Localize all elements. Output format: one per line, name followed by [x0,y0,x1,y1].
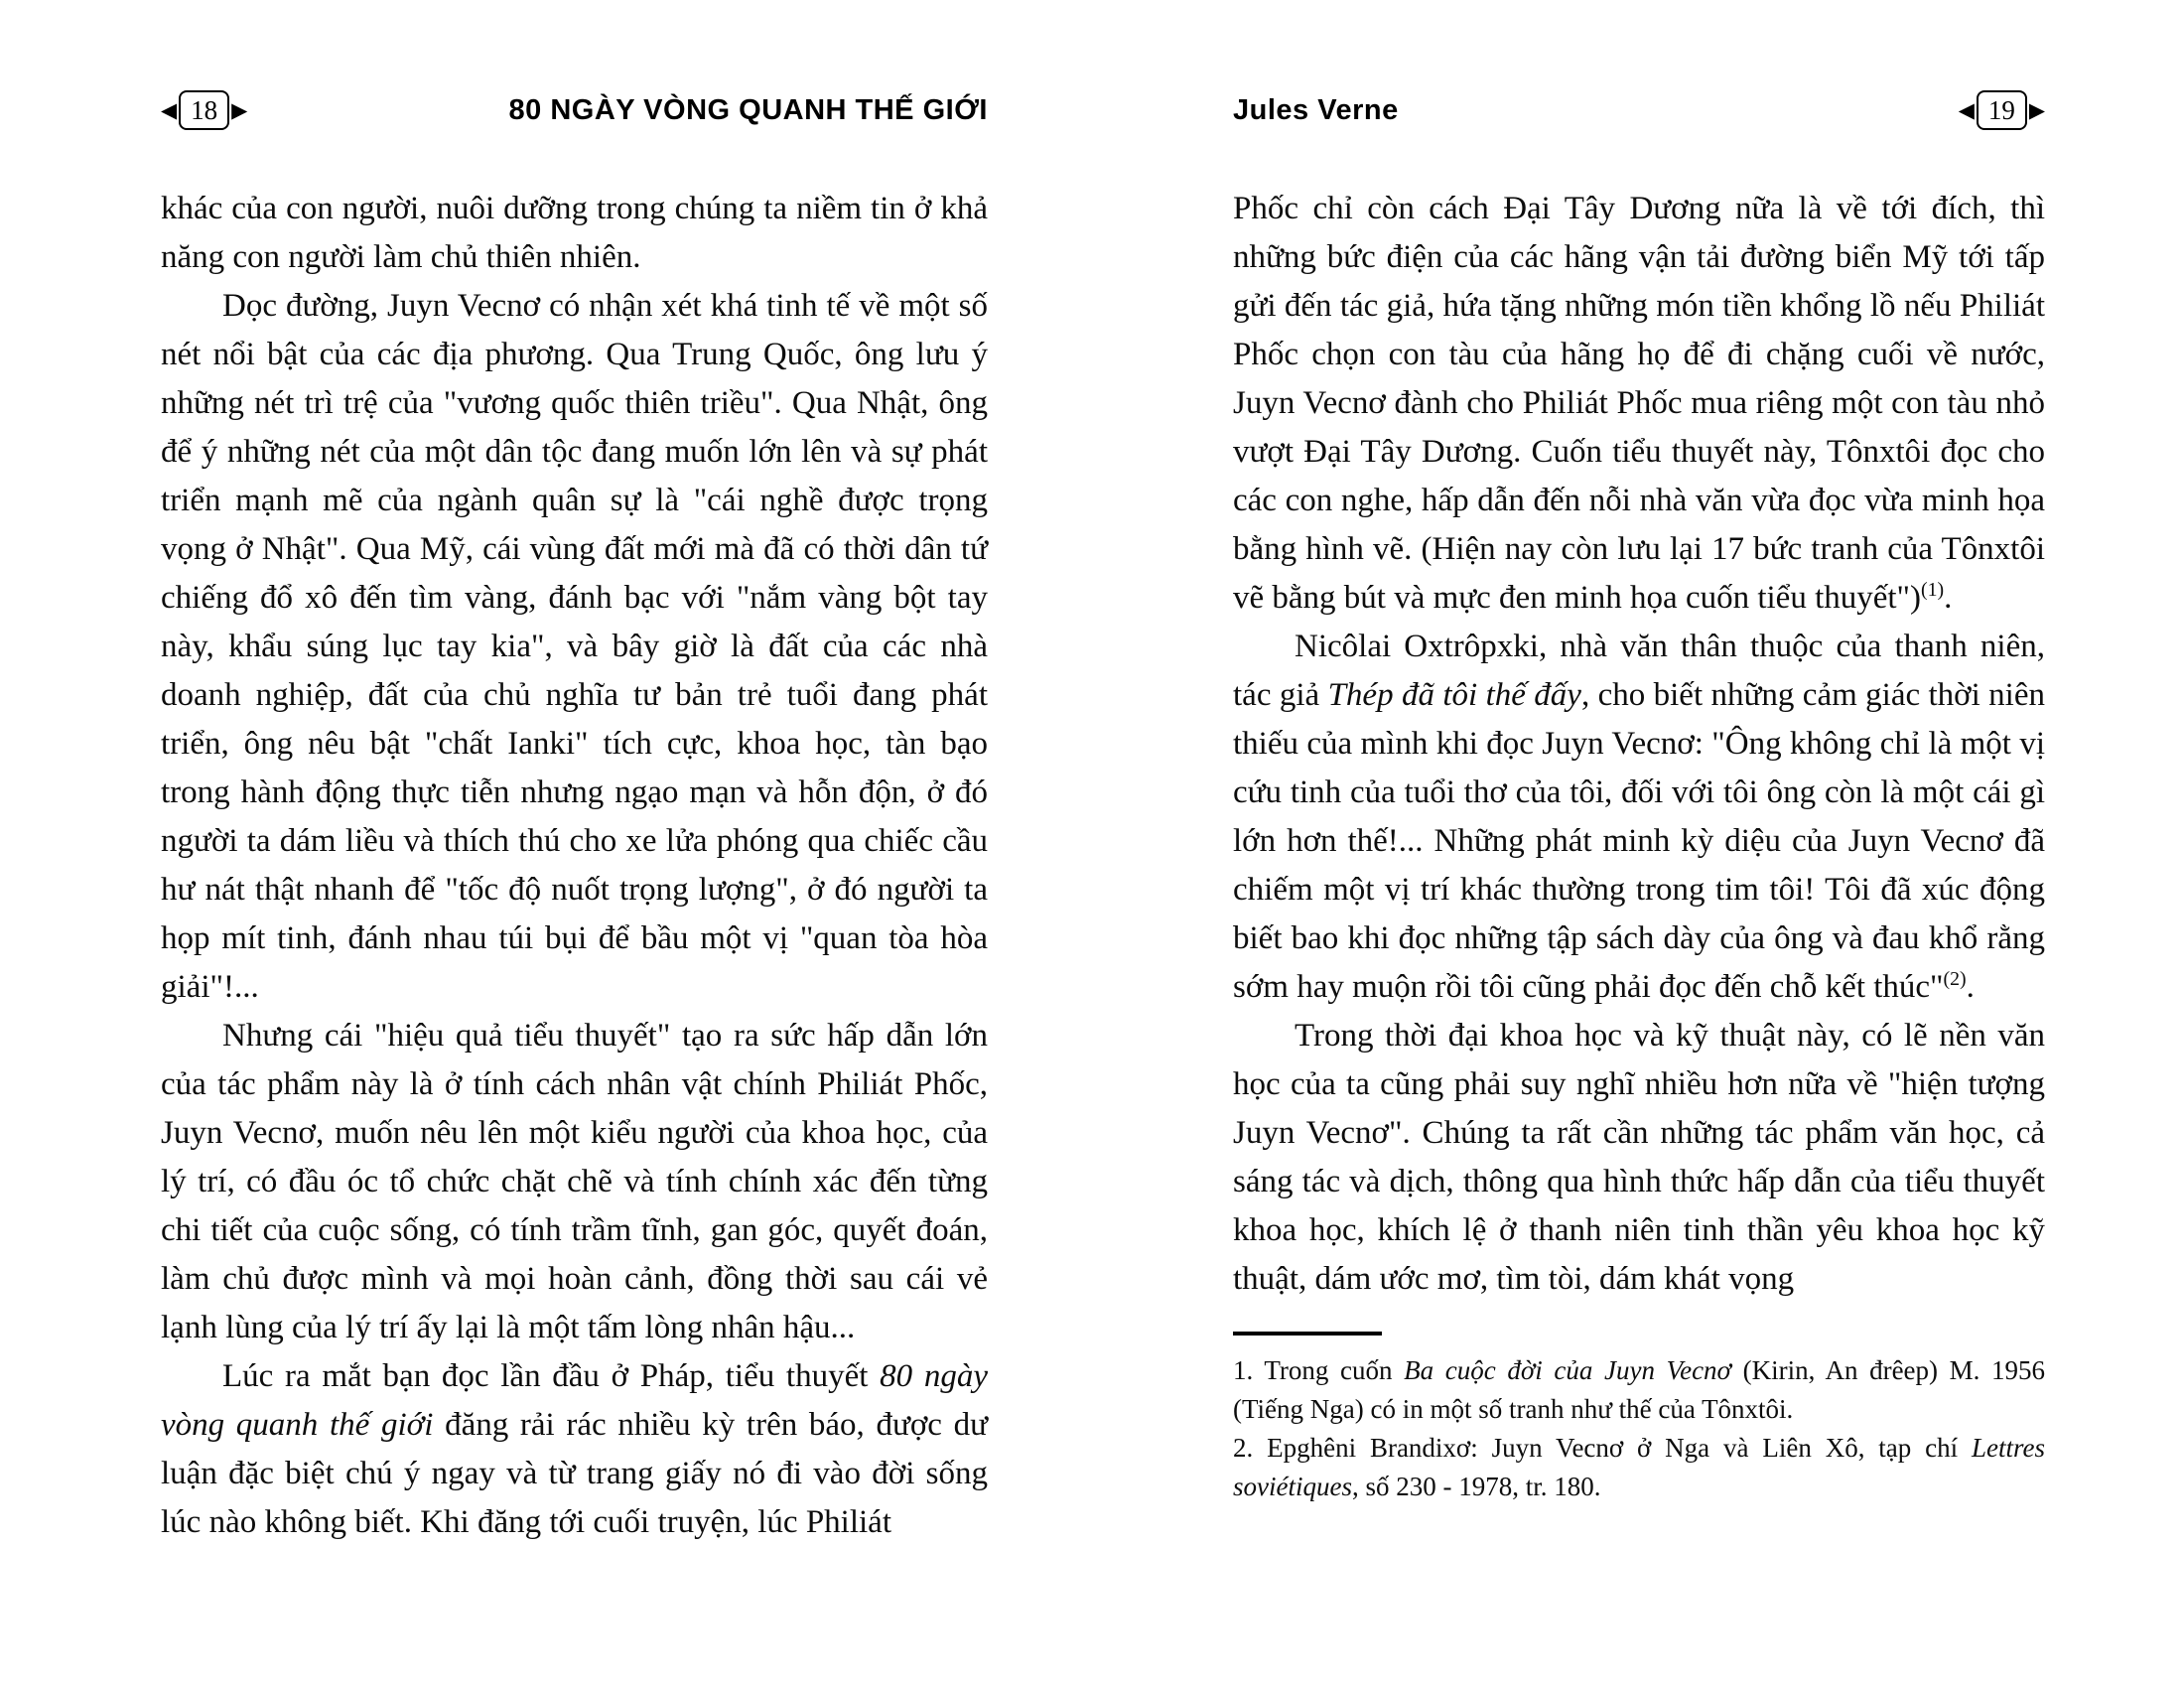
text-run: khác của con người, nuôi dưỡng trong chúng ta niềm tin ở khả năng con người làm chủ thiên nhiên. [161,191,988,275]
text-run: Trong thời đại khoa học và kỹ thuật này, có lẽ nền văn học của ta cũng phải suy nghĩ nhiều hơn nữa về "hiện tượng Juyn Vecnơ". Chúng ta rất cần những tác phẩm văn học, cả sáng tác và dịch, thông qua hình thức hấp dẫn của tiểu thuyết khoa học, khích lệ ở thanh niên tinh thần yêu khoa học kỹ thuật, dám ước mơ, tìm tòi, dám khát vọng [1233,1018,2045,1297]
journal-title-inline: Lettres soviétiques [1233,1433,2045,1501]
paragraph [1233,1012,2045,1304]
footnote-ref-2: (2) [1943,968,1967,990]
book-title-header: 80 NGÀY VÒNG QUANH THẾ GIỚI [508,93,988,126]
page-header-right [1233,87,2045,133]
footnote-1 [1233,1351,2045,1429]
text-run: Lúc ra mắt bạn đọc lần đầu ở Pháp, tiểu thuyết [222,1358,881,1394]
page-marker-right [1959,90,2045,130]
text-run: Dọc đường, Juyn Vecnơ có nhận xét khá tinh tế về một số nét nổi bật của các địa phương. Qua Trung Quốc, ông lưu ý những nét trì trệ của "vương quốc thiên triều". Qua Nhật, ông để ý những nét của một dân tộc đang muốn lớn lên và sự phát triển mạnh mẽ của ngành quân sự là "cái nghề được trọng vọng ở Nhật". Qua Mỹ, cái vùng đất mới mà đã có thời dân tứ chiếng đổ xô đến tìm vàng, đánh bạc với "nắm vàng bột tay này, khẩu súng lục tay kia", và bây giờ là đất của các nhà doanh nghiệp, đất của chủ nghĩa tư bản trẻ tuổi đang phát triển, ông nêu bật "chất Ianki" tích cực, khoa học, tàn bạo trong hành động thực tiễn nhưng ngạo mạn và hỗn độn, ở đó người ta dám liều và thích thú cho xe lửa phóng qua chiếc cầu hư nát thật nhanh để "tốc độ nuốt trọng lượng", ở đó người ta họp mít tinh, đánh nhau túi bụi để bầu một vị "quan tòa hòa giải"!... [161,288,988,1005]
author-header: Jules Verne [1233,93,1399,126]
page-number-left: 18 [179,90,229,130]
paragraph [1233,623,2045,1012]
paragraph [161,282,988,1012]
page-marker-left [161,90,247,130]
footnote-separator [1233,1332,1382,1336]
text-run: , số 230 - 1978, tr. 180. [1351,1472,1601,1501]
text-run: Nhưng cái "hiệu quả tiểu thuyết" tạo ra sức hấp dẫn lớn của tác phẩm này là ở tính cách nhân vật chính Philiát Phốc, Juyn Vecnơ, muốn nêu lên một kiểu người của khoa học, của lý trí, có đầu óc tổ chức chặt chẽ và tính chính xác đến từng chi tiết của cuộc sống, có tính trầm tĩnh, gan góc, quyết đoán, làm chủ được mình và mọi hoàn cảnh, đồng thời sau cái vẻ lạnh lùng của lý trí ấy lại là một tấm lòng nhân hậu... [161,1018,988,1345]
book-title-inline: Ba cuộc đời của Juyn Vecnơ [1404,1355,1731,1385]
book-title-inline: Thép đã tôi thế đấy [1327,677,1581,713]
text-run: . [1944,580,1953,616]
paragraph [161,1012,988,1352]
arrow-left-icon: ◀ [161,97,178,122]
book-title-inline: 80 ngày vòng quanh thế giới [161,1358,988,1443]
text-run: Nicôlai Oxtrôpxki, nhà văn thân thuộc của thanh niên, tác giả [1233,629,2045,713]
arrow-right-icon: ▶ [2028,97,2045,122]
text-run: 2. Epghêni Brandixơ: Juyn Vecnơ ở Nga và Liên Xô, tạp chí [1233,1433,1972,1463]
text-run: . [1966,969,1975,1005]
text-run: , cho biết những cảm giác thời niên thiếu của mình khi đọc Juyn Vecnơ: "Ông không chỉ là một vị cứu tinh của tuổi thơ của tôi, đối với tôi ông còn là một cái gì lớn hơn thế!... Những phát minh kỳ diệu của Juyn Vecnơ đã chiếm một vị trí khác thường trong tim tôi! Tôi đã xúc động biết bao khi đọc những tập sách dày của ông và đau khổ rằng sớm hay muộn rồi tôi cũng phải đọc đến chỗ kết thúc" [1233,677,2045,1005]
paragraph [161,185,988,282]
text-run: 1. Trong cuốn [1233,1355,1405,1385]
page-left [161,87,988,1547]
page-number-right: 19 [1977,90,2027,130]
text-run: Phốc chỉ còn cách Đại Tây Dương nữa là về tới đích, thì những bức điện của các hãng vận tải đường biển Mỹ tới tấp gửi đến tác giả, hứa tặng những món tiền khổng lồ nếu Philiát Phốc chọn con tàu của hãng họ để đi chặng cuối về nước, Juyn Vecnơ đành cho Philiát Phốc mua riêng một con tàu nhỏ vượt Đại Tây Dương. Cuốn tiểu thuyết này, Tônxtôi đọc cho các con nghe, hấp dẫn đến nỗi nhà văn vừa đọc vừa minh họa bằng hình vẽ. (Hiện nay còn lưu lại 17 bức tranh của Tônxtôi vẽ bằng bút và mực đen minh họa cuốn tiểu thuyết") [1233,191,2045,616]
arrow-left-icon: ◀ [1958,97,1975,122]
footnotes [1233,1351,2045,1506]
page-body-left [161,185,988,1547]
text-run: đăng rải rác nhiều kỳ trên báo, được dư luận đặc biệt chú ý ngay và từ trang giấy nó đi vào đời sống lúc nào không biết. Khi đăng tới cuối truyện, lúc Philiát [161,1407,988,1540]
arrow-right-icon: ▶ [231,97,248,122]
footnote-2 [1233,1429,2045,1506]
paragraph [1233,185,2045,623]
page-body-right [1233,185,2045,1304]
page-header-left [161,87,988,133]
text-run: (Kirin, An đrêep) M. 1956 (Tiếng Nga) có in một số tranh như thế của Tônxtôi. [1233,1355,2046,1424]
page-right [1233,87,2045,1506]
paragraph [161,1352,988,1547]
footnote-ref-1: (1) [1921,579,1945,601]
